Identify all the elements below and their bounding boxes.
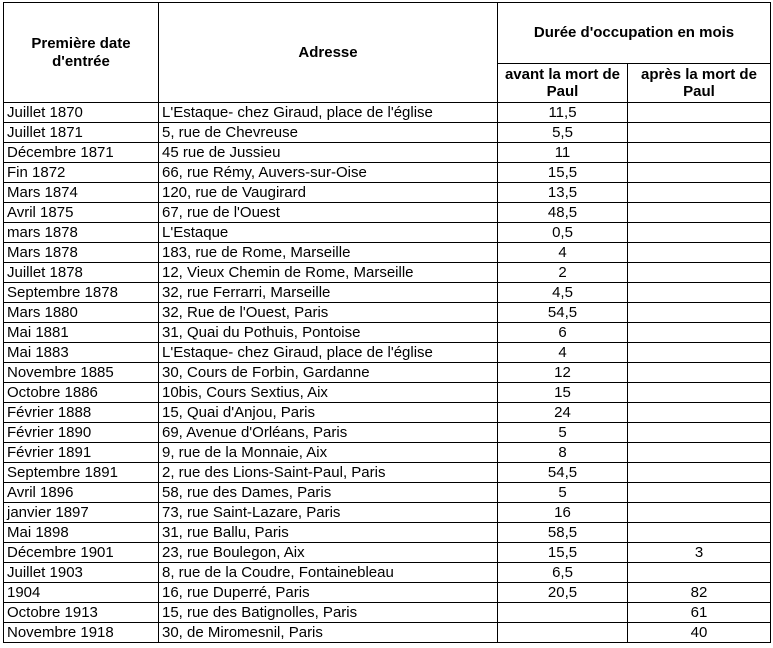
cell-address: 32, Rue de l'Ouest, Paris [159, 303, 498, 323]
cell-before: 2 [498, 263, 628, 283]
cell-date: Février 1891 [4, 443, 159, 463]
table-row [4, 463, 771, 483]
cell-address: 58, rue des Dames, Paris [159, 483, 498, 503]
cell-address: 15, rue des Batignolles, Paris [159, 603, 498, 623]
cell-address: L'Estaque- chez Giraud, place de l'église [159, 103, 498, 123]
cell-before: 15 [498, 383, 628, 403]
cell-before: 54,5 [498, 303, 628, 323]
cell-before: 12 [498, 363, 628, 383]
cell-date: Mai 1898 [4, 523, 159, 543]
cell-date: Avril 1896 [4, 483, 159, 503]
cell-date: mars 1878 [4, 223, 159, 243]
cell-after [628, 343, 771, 363]
cell-date: Juillet 1903 [4, 563, 159, 583]
cell-address: 66, rue Rémy, Auvers-sur-Oise [159, 163, 498, 183]
table-row [4, 303, 771, 323]
cell-after [628, 223, 771, 243]
cell-address: 23, rue Boulegon, Aix [159, 543, 498, 563]
table-row [4, 363, 771, 383]
cell-before [498, 603, 628, 623]
cell-before: 0,5 [498, 223, 628, 243]
cell-address: 73, rue Saint-Lazare, Paris [159, 503, 498, 523]
cell-address: 5, rue de Chevreuse [159, 123, 498, 143]
cell-after [628, 183, 771, 203]
cell-date: Octobre 1913 [4, 603, 159, 623]
header-before: avant la mort de Paul [498, 64, 628, 103]
cell-address: 9, rue de la Monnaie, Aix [159, 443, 498, 463]
cell-date: Novembre 1918 [4, 623, 159, 643]
cell-before: 16 [498, 503, 628, 523]
table-row [4, 223, 771, 243]
cell-after [628, 423, 771, 443]
table-row [4, 403, 771, 423]
cell-date: Septembre 1891 [4, 463, 159, 483]
cell-after [628, 363, 771, 383]
cell-date: Juillet 1878 [4, 263, 159, 283]
table-row [4, 423, 771, 443]
table-row [4, 523, 771, 543]
table-row [4, 123, 771, 143]
table-row [4, 343, 771, 363]
cell-address: 8, rue de la Coudre, Fontainebleau [159, 563, 498, 583]
cell-before: 6,5 [498, 563, 628, 583]
cell-after [628, 303, 771, 323]
table-row [4, 323, 771, 343]
cell-date: Juillet 1871 [4, 123, 159, 143]
cell-after [628, 103, 771, 123]
cell-date: 1904 [4, 583, 159, 603]
table-row [4, 443, 771, 463]
cell-after [628, 403, 771, 423]
table-body [4, 103, 771, 643]
cell-before: 24 [498, 403, 628, 423]
cell-after: 3 [628, 543, 771, 563]
cell-address: L'Estaque [159, 223, 498, 243]
table-row [4, 203, 771, 223]
cell-before: 5,5 [498, 123, 628, 143]
cell-date: Mars 1880 [4, 303, 159, 323]
cell-address: 15, Quai d'Anjou, Paris [159, 403, 498, 423]
table-row [4, 383, 771, 403]
cell-date: Mai 1883 [4, 343, 159, 363]
table-row [4, 243, 771, 263]
cell-before [498, 623, 628, 643]
cell-after [628, 463, 771, 483]
cell-after [628, 283, 771, 303]
cell-after [628, 483, 771, 503]
table-row [4, 543, 771, 563]
cell-before: 11,5 [498, 103, 628, 123]
cell-address: 69, Avenue d'Orléans, Paris [159, 423, 498, 443]
cell-before: 6 [498, 323, 628, 343]
table-row [4, 583, 771, 603]
cell-after [628, 383, 771, 403]
cell-after [628, 243, 771, 263]
table-row [4, 563, 771, 583]
cell-after [628, 523, 771, 543]
cell-after: 40 [628, 623, 771, 643]
table-row [4, 183, 771, 203]
cell-address: 32, rue Ferrarri, Marseille [159, 283, 498, 303]
cell-before: 20,5 [498, 583, 628, 603]
header-date: Première date d'entrée [4, 3, 159, 103]
cell-date: Septembre 1878 [4, 283, 159, 303]
cell-after [628, 443, 771, 463]
table-row [4, 603, 771, 623]
table-row [4, 283, 771, 303]
cell-after [628, 203, 771, 223]
cell-before: 4 [498, 343, 628, 363]
cell-date: janvier 1897 [4, 503, 159, 523]
cell-before: 4,5 [498, 283, 628, 303]
header-address: Adresse [159, 3, 498, 103]
table-row [4, 103, 771, 123]
cell-after [628, 503, 771, 523]
cell-date: Juillet 1870 [4, 103, 159, 123]
cell-date: Mars 1874 [4, 183, 159, 203]
cell-before: 15,5 [498, 543, 628, 563]
cell-after [628, 163, 771, 183]
table-row [4, 503, 771, 523]
cell-address: 30, Cours de Forbin, Gardanne [159, 363, 498, 383]
cell-address: 183, rue de Rome, Marseille [159, 243, 498, 263]
cell-date: Avril 1875 [4, 203, 159, 223]
cell-after: 61 [628, 603, 771, 623]
table-row [4, 143, 771, 163]
cell-before: 5 [498, 483, 628, 503]
cell-before: 5 [498, 423, 628, 443]
cell-date: Février 1888 [4, 403, 159, 423]
cell-address: 10bis, Cours Sextius, Aix [159, 383, 498, 403]
cell-address: 31, rue Ballu, Paris [159, 523, 498, 543]
cell-before: 11 [498, 143, 628, 163]
cell-date: Mai 1881 [4, 323, 159, 343]
cell-address: 31, Quai du Pothuis, Pontoise [159, 323, 498, 343]
occupation-table [3, 2, 771, 643]
cell-after [628, 123, 771, 143]
cell-date: Octobre 1886 [4, 383, 159, 403]
cell-date: Décembre 1871 [4, 143, 159, 163]
cell-date: Novembre 1885 [4, 363, 159, 383]
cell-date: Fin 1872 [4, 163, 159, 183]
cell-date: Décembre 1901 [4, 543, 159, 563]
cell-address: L'Estaque- chez Giraud, place de l'église [159, 343, 498, 363]
cell-after: 82 [628, 583, 771, 603]
table-row [4, 483, 771, 503]
cell-address: 2, rue des Lions-Saint-Paul, Paris [159, 463, 498, 483]
cell-before: 54,5 [498, 463, 628, 483]
cell-before: 8 [498, 443, 628, 463]
cell-before: 48,5 [498, 203, 628, 223]
cell-date: Mars 1878 [4, 243, 159, 263]
cell-after [628, 563, 771, 583]
cell-address: 30, de Miromesnil, Paris [159, 623, 498, 643]
table-row [4, 163, 771, 183]
cell-after [628, 143, 771, 163]
cell-address: 16, rue Duperré, Paris [159, 583, 498, 603]
cell-date: Février 1890 [4, 423, 159, 443]
cell-after [628, 263, 771, 283]
cell-address: 45 rue de Jussieu [159, 143, 498, 163]
cell-after [628, 323, 771, 343]
header-duration-group: Durée d'occupation en mois [498, 3, 771, 64]
cell-address: 120, rue de Vaugirard [159, 183, 498, 203]
cell-before: 15,5 [498, 163, 628, 183]
cell-before: 4 [498, 243, 628, 263]
cell-address: 67, rue de l'Ouest [159, 203, 498, 223]
header-after: après la mort de Paul [628, 64, 771, 103]
cell-before: 13,5 [498, 183, 628, 203]
cell-before: 58,5 [498, 523, 628, 543]
table-row [4, 263, 771, 283]
table-row [4, 623, 771, 643]
cell-address: 12, Vieux Chemin de Rome, Marseille [159, 263, 498, 283]
